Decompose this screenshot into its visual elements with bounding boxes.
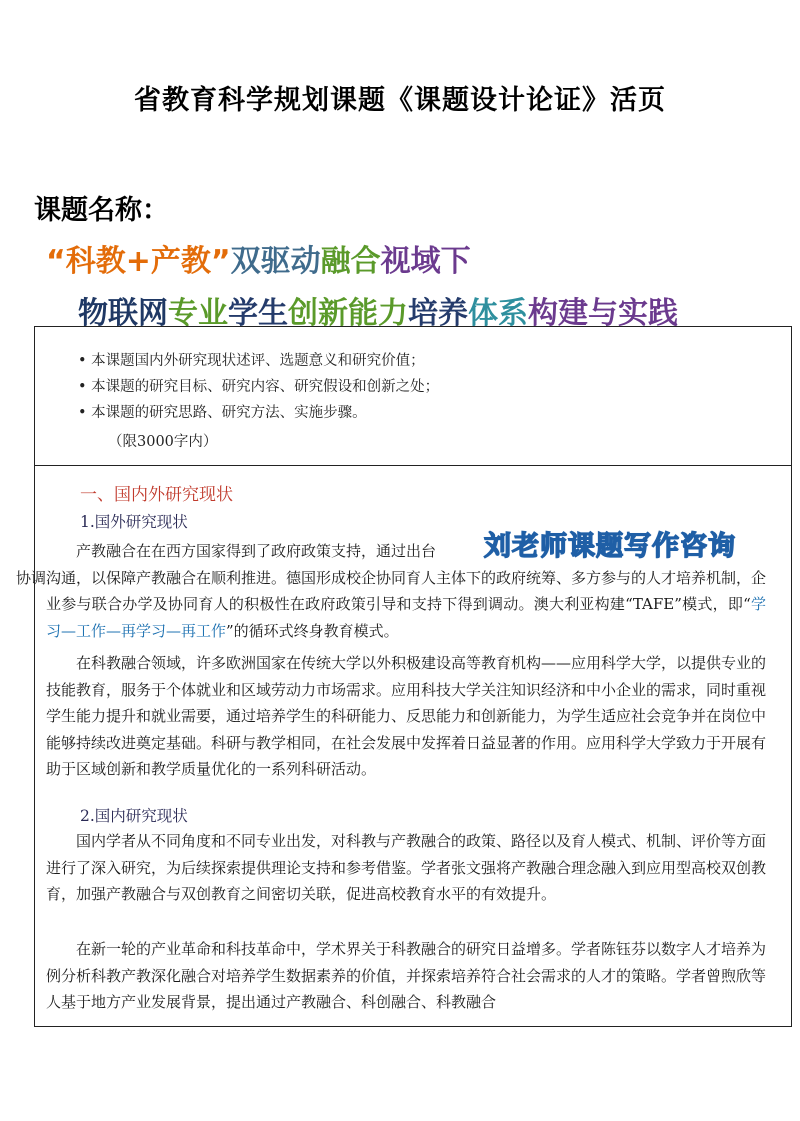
subsection-heading-domestic: 2.国内研究现状 [80,807,188,825]
word-limit-note: （限3000字内） [108,434,218,450]
topic-title-line1 [46,236,471,280]
paragraph-foreign-2: 在科教融合领域，许多欧洲国家在传统大学以外积极建设高等教育机构——应用科学大学，以提供专业的技能教育，服务于个体就业和区域劳动力市场需求。应用科技大学关注知识经济和中小企业的需求，同时重视学生能力提升和就业需要，通过培养学生的科研能力、反思能力和创新能力，为学生适应社会竞争并在岗位中能够持续改进奠定基础。科研与教学相同，在社会发展中发挥着日益显著的作用。应用科学大学致力于开展有助于区域创新和教学质量优化的一系列科研活动。 [46,654,767,778]
paragraph-text: 协调沟通，以保障产教融合在顺利推进。德国形成校企协同育人主体下的政府统筹、多方参与的人才培养机制，企业参与联合办学及协同育人的积极性在政府政策引导和支持下得到调动。澳大利亚构建“TAFE”模式，即“ [16,568,767,613]
topic-shuang: 双驱动 [230,244,321,279]
requirements-list [78,348,778,426]
topic-wulianwang: 物联网 [78,296,168,331]
section-heading: 一、国内外研究现状 [80,485,233,505]
watermark: 刘老师课题写作咨询 [484,531,736,562]
subsection-heading-foreign: 1.国外研究现状 [80,513,188,531]
topic-xuesheng: 学生 [228,296,288,331]
requirement-item: • 本课题国内外研究现状述评、选题意义和研究价值； [78,353,425,369]
topic-close-quote: ” [210,244,231,279]
frame-divider [34,465,792,466]
page-title: 省教育科学规划课题《课题设计论证》活页 [134,85,666,116]
requirement-item: • 本课题的研究目标、研究内容、研究假设和创新之处； [78,379,440,395]
topic-ronghe: 融合 [320,244,381,279]
highlight-text: 学习—工作—再学习—再工作 [46,595,766,640]
topic-zhuanye: 专业 [168,296,228,331]
topic-shijian: 与实践 [588,296,678,331]
topic-label: 课题名称： [34,195,169,226]
topic-chuangxin: 创新能力 [288,296,408,331]
topic-goujian: 构建 [528,296,588,331]
topic-kejiao: 科教+产教 [65,244,211,279]
paragraph-domestic-1: 国内学者从不同角度和不同专业出发，对科教与产教融合的政策、路径以及育人模式、机制、评价等方面进行了深入研究，为后续探索提供理论支持和参考借鉴。学者张文强将产教融合理念融入到应用型高校双创教育，加强产教融合与双创教育之间密切关联，促进高校教育水平的有效提升。 [46,832,767,903]
paragraph-text: 产教融合在在西方国家得到了政府政策支持，通过出台 [76,542,437,560]
topic-shiyu: 视域下 [380,244,471,279]
topic-tixi: 体系 [468,296,528,331]
paragraph-text: ”的循环式终身教育模式。 [226,621,399,640]
requirement-item: • 本课题的研究思路、研究方法、实施步骤。 [78,405,367,421]
paragraph-domestic-2: 在新一轮的产业革命和科技革命中，学术界关于科教融合的研究日益增多。学者陈钰芬以数字人才培养为例分析科教产教深化融合对培养学生数据素养的价值，并探索培养符合社会需求的人才的策略。学者曾煦欣等人基于地方产业发展背景，提出通过产教融合、科创融合、科教融合 [46,940,767,1011]
topic-peiyang: 培养 [408,296,468,331]
topic-open-quote: “ [46,244,66,279]
